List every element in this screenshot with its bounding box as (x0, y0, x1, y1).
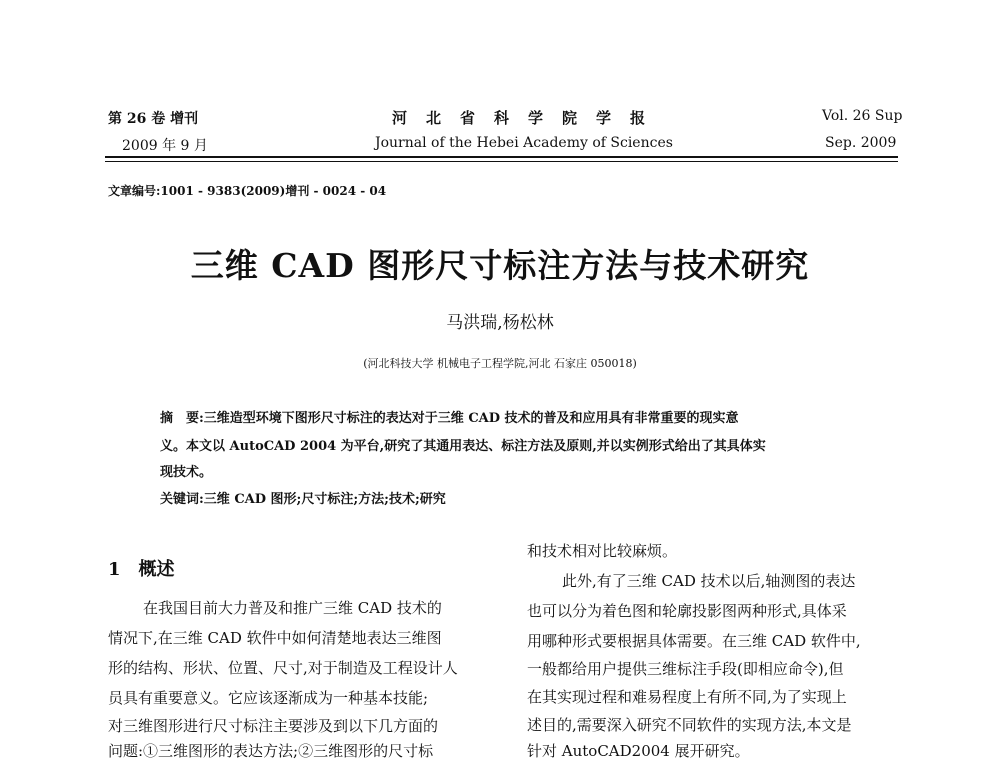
body-line: 形的结构、形状、位置、尺寸,对于制造及工程设计人 (108, 659, 458, 677)
article-id: 文章编号:1001 - 9383(2009)增刊 - 0024 - 04 (108, 184, 387, 198)
keywords: 关键词:三维 CAD 图形;尺寸标注;方法;技术;研究 (160, 492, 446, 507)
abstract-line: 现技术。 (160, 465, 213, 480)
body-line: 和技术相对比较麻烦。 (527, 542, 678, 560)
body-line: 此外,有了三维 CAD 技术以后,轴测图的表达 (562, 572, 856, 590)
body-line: 情况下,在三维 CAD 软件中如何清楚地表达三维图 (108, 629, 442, 647)
journal-title-en: Journal of the Hebei Academy of Sciences (375, 135, 673, 151)
body-line: 用哪种形式要根据具体需要。在三维 CAD 软件中, (527, 632, 861, 650)
body-line: 问题:①三维图形的表达方法;②三维图形的尺寸标 (108, 742, 434, 760)
header-rule-thick (105, 156, 898, 158)
header-rule-thin (105, 161, 898, 162)
abstract-line: 义。本文以 AutoCAD 2004 为平台,研究了其通用表达、标注方法及原则,并以实例形式给出了其具体实 (160, 439, 766, 454)
volume-label: 第 26 卷 增刊 (108, 111, 199, 127)
body-line: 对三维图形进行尺寸标注主要涉及到以下几方面的 (108, 717, 439, 735)
volume-label-en: Vol. 26 Sup (822, 108, 903, 124)
body-line: 也可以分为着色图和轮廓投影图两种形式,具体采 (527, 602, 847, 620)
section-heading: 1 概述 (108, 559, 175, 580)
date-label-en: Sep. 2009 (825, 135, 897, 151)
body-line: 员具有重要意义。它应该逐渐成为一种基本技能; (108, 689, 429, 707)
body-line: 一般都给用户提供三维标注手段(即相应命令),但 (527, 660, 844, 678)
paper-title: 三维 CAD 图形尺寸标注方法与技术研究 (190, 246, 810, 285)
journal-title-cn: 河北省科学院学报 (392, 109, 665, 127)
body-line: 针对 AutoCAD2004 展开研究。 (527, 742, 750, 760)
abstract-line: 摘 要:三维造型环境下图形尺寸标注的表达对于三维 CAD 技术的普及和应用具有非常重要的现实意 (160, 411, 739, 426)
body-line: 在其实现过程和难易程度上有所不同,为了实现上 (527, 688, 847, 706)
authors: 马洪瑞,杨松林 (446, 313, 554, 333)
body-line: 述目的,需要深入研究不同软件的实现方法,本文是 (527, 716, 852, 734)
affiliation: (河北科技大学 机械电子工程学院,河北 石家庄 050018) (363, 357, 637, 370)
body-line: 在我国目前大力普及和推广三维 CAD 技术的 (143, 599, 442, 617)
date-label: 2009 年 9 月 (122, 138, 208, 154)
